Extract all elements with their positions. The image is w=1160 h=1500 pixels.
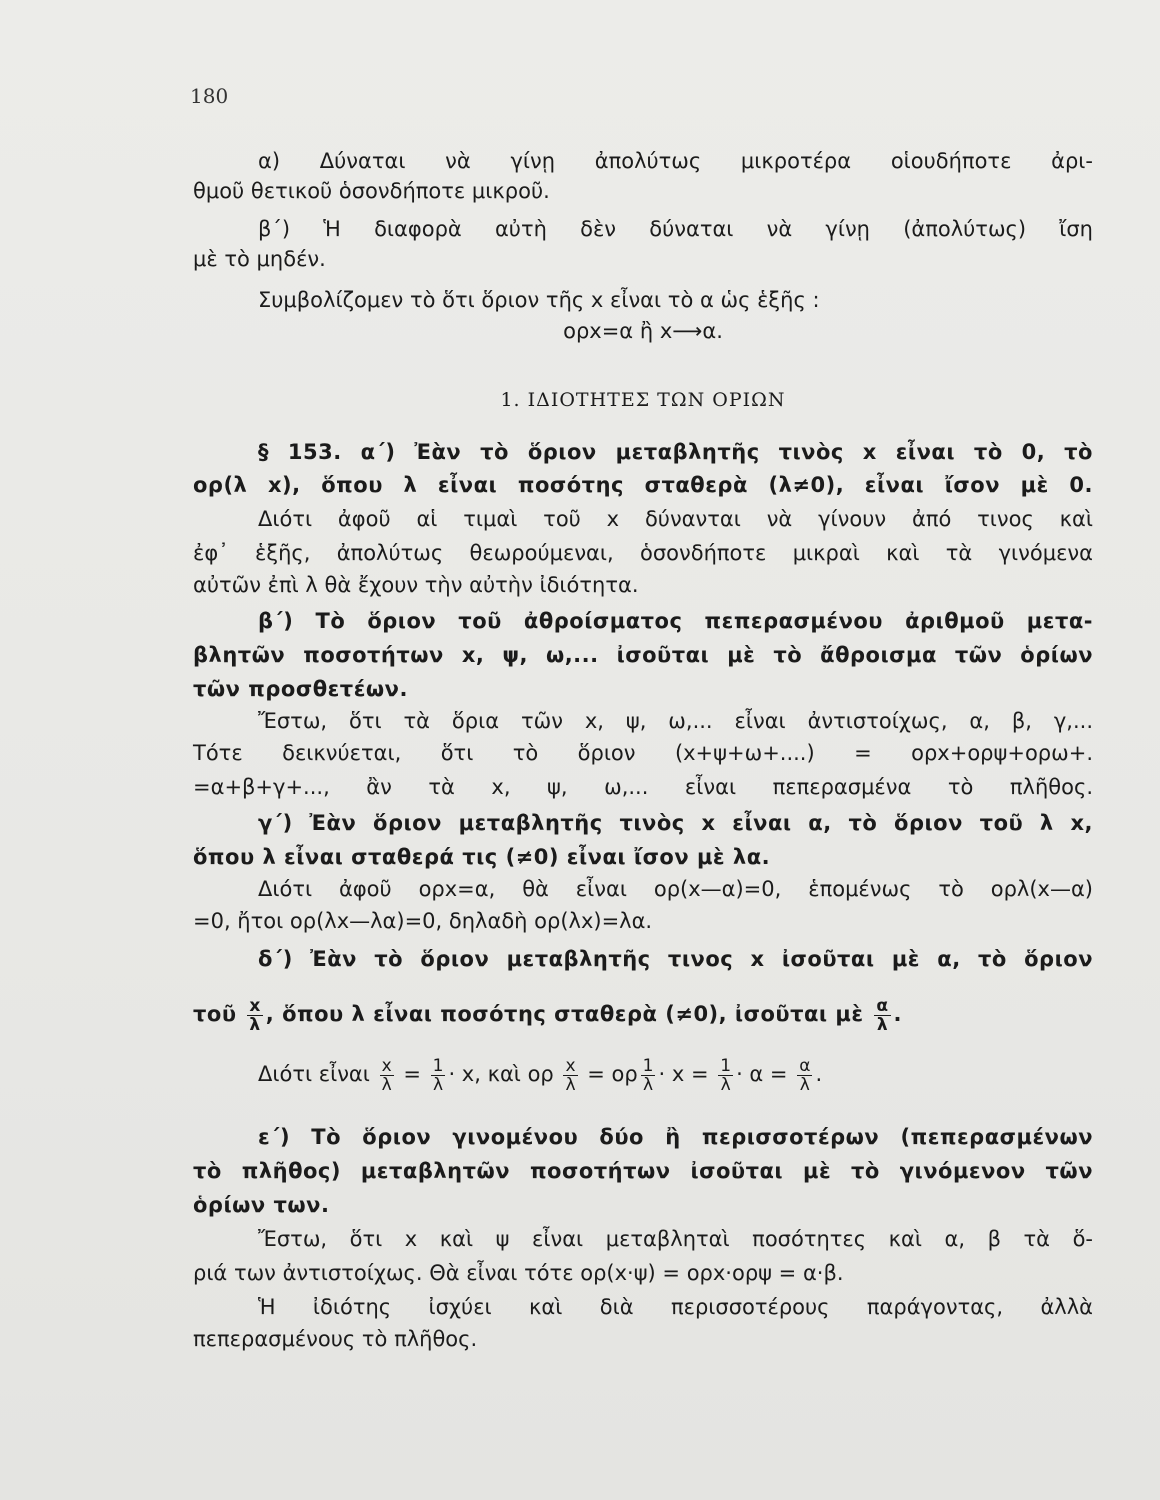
- fraction-x-over-lambda: [247, 997, 262, 1034]
- text-fragment: , ὅπου λ εἶναι ποσότης σταθερὰ (≠0), ἰσοῦται μὲ: [265, 1002, 864, 1026]
- text-line: α) Δύναται νὰ γίνῃ ἀπολύτως μικροτέρα οἱουδήποτε ἀρι-: [258, 149, 1093, 173]
- fraction-x-over-lambda: [563, 1057, 577, 1094]
- section-heading: 1. ΙΔΙΟΤΗΤΕΣ ΤΩΝ ΟΡΙΩΝ: [500, 389, 786, 411]
- text-line: ριά των ἀντιστοίχως. Θὰ εἶναι τότε ορ(x·ψ) = ορx·ορψ = α·β.: [193, 1261, 844, 1285]
- fraction-numerator: 1: [720, 1055, 732, 1076]
- text-line: Διότι ἀφοῦ αἱ τιμαὶ τοῦ x δύνανται νὰ γίνουν ἀπό τινος καὶ: [258, 507, 1093, 531]
- fraction-numerator: x: [249, 995, 261, 1016]
- formula-line: ορx=α ἢ x⟶α.: [563, 319, 723, 343]
- text-line: ἐφ᾽ ἑξῆς, ἀπολύτως θεωρούμεναι, ὁσονδήποτε μικραὶ καὶ τὰ γινόμενα: [193, 541, 1093, 565]
- text-line: Τότε δεικνύεται, ὅτι τὸ ὅριον (x+ψ+ω+....) = ορx+ορψ+ορω+.: [193, 741, 1093, 765]
- text-line: γ΄) Ἐὰν ὅριον μεταβλητῆς τινὸς x εἶναι α, τὸ ὅριον τοῦ λ x,: [258, 811, 1093, 835]
- fraction-x-over-lambda: [380, 1057, 394, 1094]
- text-line: τῶν προσθετέων.: [193, 677, 408, 701]
- text-line-with-fractions: [193, 994, 1093, 1034]
- text-line: Ἔστω, ὅτι τὰ ὅρια τῶν x, ψ, ω,... εἶναι ἀντιστοίχως, α, β, γ,...: [258, 709, 1093, 733]
- text-line: τὸ πλῆθος) μεταβλητῶν ποσοτήτων ἰσοῦται μὲ τὸ γινόμενον τῶν: [193, 1159, 1093, 1183]
- fraction-denominator: λ: [433, 1074, 444, 1095]
- text-line: ορ(λ x), ὅπου λ εἶναι ποσότης σταθερὰ (λ≠0), εἶναι ἴσον μὲ 0.: [193, 473, 1093, 497]
- fraction-numerator: 1: [432, 1055, 444, 1076]
- text-fragment: · α =: [736, 1062, 788, 1086]
- fraction-one-over-lambda: [641, 1057, 656, 1094]
- text-line: ε΄) Τὸ ὅριον γινομένου δύο ἢ περισσοτέρων (πεπερασμένων: [258, 1125, 1093, 1149]
- fraction-numerator: α: [876, 995, 889, 1016]
- text-line: θμοῦ θετικοῦ ὁσονδήποτε μικροῦ.: [193, 179, 550, 203]
- formula-line-with-fractions: [258, 1054, 1093, 1094]
- text-fragment: Διότι εἶναι: [258, 1062, 370, 1086]
- text-line: Διότι ἀφοῦ ορx=α, θὰ εἶναι ορ(x—α)=0, ἑπομένως τὸ ορλ(x—α): [258, 877, 1093, 901]
- text-fragment: =: [403, 1062, 421, 1086]
- text-line: ὁρίων των.: [193, 1193, 330, 1217]
- text-fragment: .: [893, 1002, 903, 1026]
- text-line: β΄) Ἡ διαφορὰ αὐτὴ δὲν δύναται νὰ γίνῃ (ἀπολύτως) ἴση: [258, 217, 1093, 241]
- fraction-denominator: λ: [565, 1074, 576, 1095]
- text-line: μὲ τὸ μηδέν.: [193, 247, 326, 271]
- text-line: § 153. α΄) Ἐὰν τὸ ὅριον μεταβλητῆς τινὸς x εἶναι τὸ 0, τὸ: [258, 440, 1093, 464]
- text-line: Ἡ ἰδιότης ἰσχύει καὶ διὰ περισσοτέρους παράγοντας, ἀλλὰ: [258, 1295, 1093, 1319]
- text-line: =α+β+γ+..., ἂν τὰ x, ψ, ω,... εἶναι πεπερασμένα τὸ πλῆθος.: [193, 775, 1093, 799]
- fraction-one-over-lambda: [431, 1057, 446, 1094]
- text-line: Ἔστω, ὅτι x καὶ ψ εἶναι μεταβληταὶ ποσότητες καὶ α, β τὰ ὅ-: [258, 1227, 1093, 1251]
- fraction-denominator: λ: [799, 1074, 810, 1095]
- fraction-numerator: x: [381, 1055, 392, 1076]
- fraction-one-over-lambda: [718, 1057, 733, 1094]
- text-line: Συμβολίζομεν τὸ ὅτι ὅριον τῆς x εἶναι τὸ α ὡς ἑξῆς :: [258, 288, 820, 312]
- text-line: β΄) Τὸ ὅριον τοῦ ἀθροίσματος πεπερασμένου ἀριθμοῦ μετα-: [258, 609, 1093, 633]
- text-fragment: = ορ: [587, 1062, 638, 1086]
- text-line: =0, ἤτοι ορ(λx—λα)=0, δηλαδὴ ορ(λx)=λα.: [193, 909, 653, 933]
- fraction-alpha-over-lambda: [874, 997, 890, 1034]
- text-line: βλητῶν ποσοτήτων x, ψ, ω,... ἰσοῦται μὲ τὸ ἄθροισμα τῶν ὁρίων: [193, 643, 1093, 667]
- text-fragment: · x, καὶ ορ: [448, 1062, 554, 1086]
- fraction-numerator: x: [565, 1055, 576, 1076]
- text-fragment: τοῦ: [193, 1002, 237, 1026]
- text-line: πεπερασμένους τὸ πλῆθος.: [193, 1327, 478, 1351]
- fraction-denominator: λ: [720, 1074, 731, 1095]
- fraction-denominator: λ: [876, 1014, 889, 1035]
- fraction-denominator: λ: [643, 1074, 654, 1095]
- fraction-denominator: λ: [381, 1074, 392, 1095]
- text-fragment: · x =: [658, 1062, 709, 1086]
- text-line: ὅπου λ εἶναι σταθερά τις (≠0) εἶναι ἴσον μὲ λα.: [193, 845, 771, 869]
- fraction-denominator: λ: [249, 1014, 261, 1035]
- fraction-numerator: 1: [642, 1055, 654, 1076]
- fraction-numerator: α: [799, 1055, 811, 1076]
- text-line: αὐτῶν ἐπὶ λ θὰ ἔχουν τὴν αὐτὴν ἰδιότητα.: [193, 573, 639, 597]
- text-fragment: .: [815, 1062, 823, 1086]
- fraction-alpha-over-lambda: [797, 1057, 812, 1094]
- text-line: δ΄) Ἐὰν τὸ ὅριον μεταβλητῆς τινος x ἰσοῦται μὲ α, τὸ ὅριον: [258, 947, 1093, 971]
- page-number: 180: [190, 84, 229, 108]
